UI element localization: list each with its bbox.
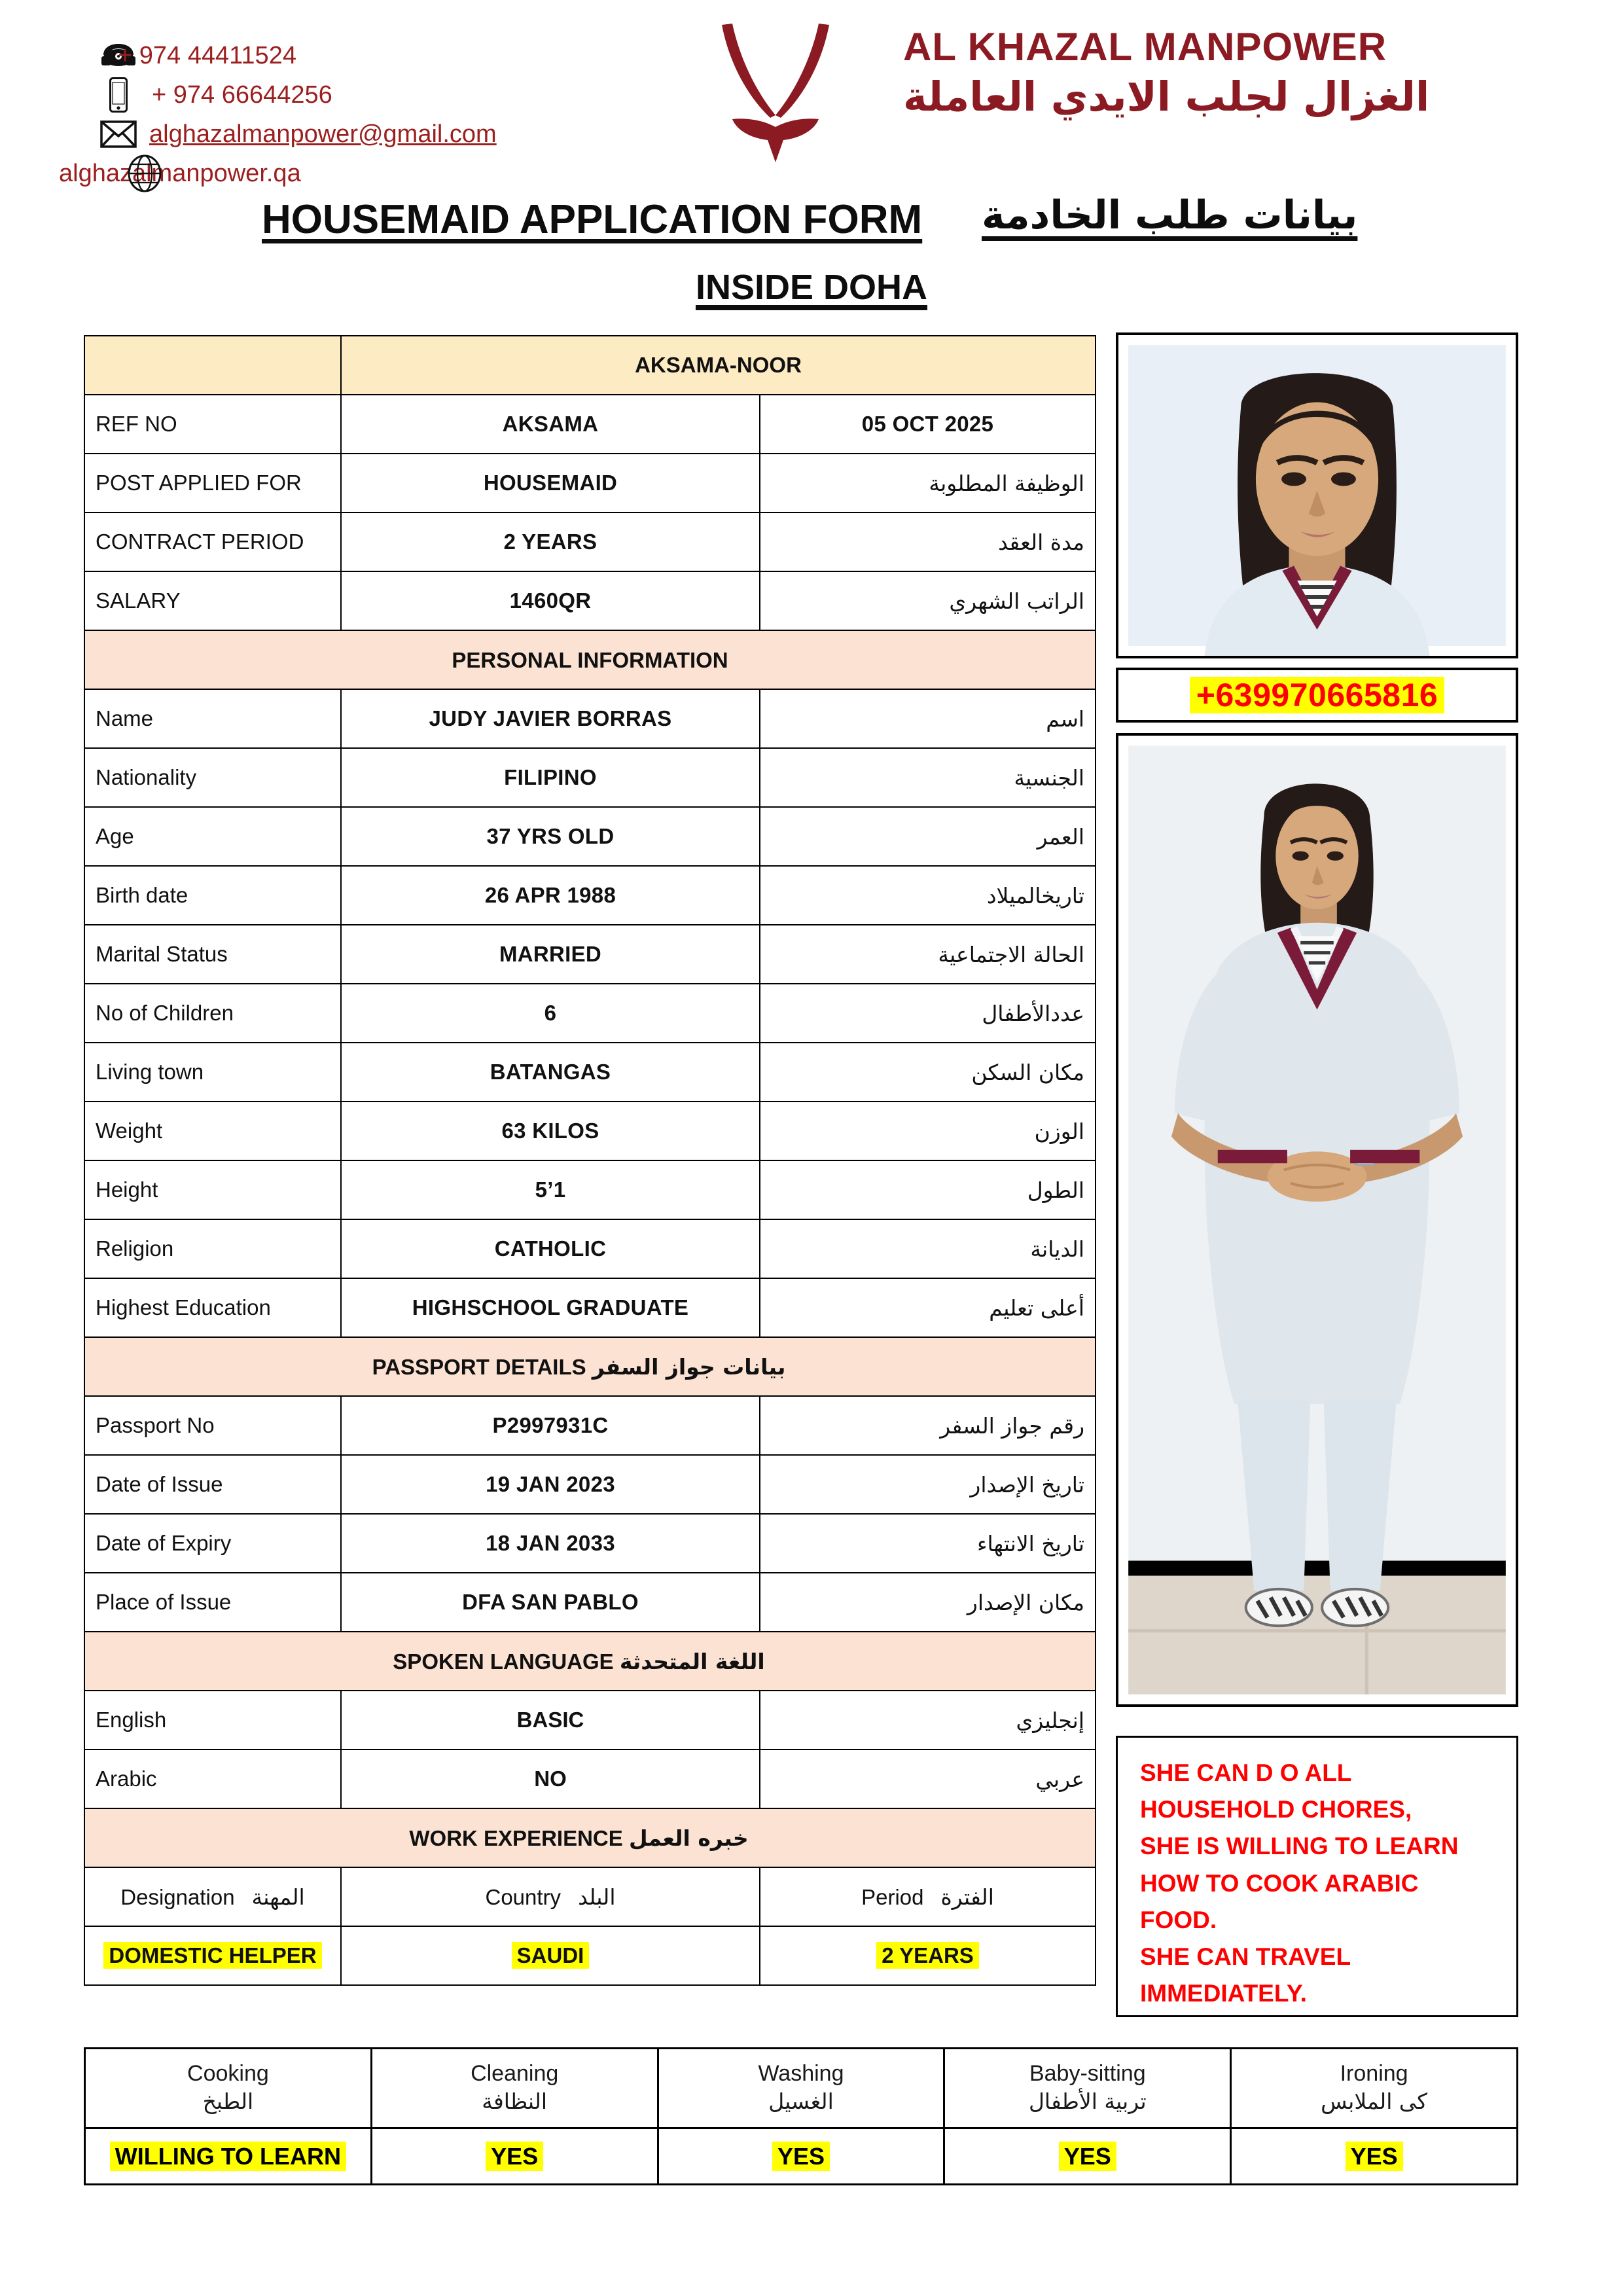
skill-label-washing: Washing [758,2060,844,2086]
weight-value: 63 KILOS [341,1102,760,1160]
religion-arabic: الديانة [760,1219,1096,1278]
contact-phone-box [1116,668,1518,723]
age-value: 37 YRS OLD [341,807,760,866]
table-row [84,1160,1096,1219]
remark-line: SHE IS WILLING TO LEARN [1140,1833,1459,1860]
skill-header-ironing [1231,2049,1518,2128]
table-row [84,1043,1096,1102]
ref-no-value: AKSAMA [341,395,760,454]
birth-date-value: 26 APR 1988 [341,866,760,925]
country-header-arabic: البلد [578,1884,616,1910]
passport-band-label: PASSPORT DETAILS [372,1354,586,1379]
application-form-table [84,335,1096,1986]
age-arabic: العمر [760,807,1096,866]
date-of-issue-label: Date of Issue [84,1455,341,1514]
applicant-headshot-photo [1116,332,1518,658]
name-value: JUDY JAVIER BORRAS [341,689,760,748]
mobile-number: + 974 66644256 [152,81,332,109]
table-row [84,1749,1096,1808]
skill-header-cleaning [371,2049,658,2128]
contact-row-website [59,154,635,193]
envelope-icon [98,116,139,152]
english-label: English [84,1691,341,1749]
post-applied-arabic: الوظيفة المطلوبة [760,454,1096,512]
marital-status-arabic: الحالة الاجتماعية [760,925,1096,984]
applicant-fullbody-photo [1116,733,1518,1707]
ref-no-label: REF NO [84,395,341,454]
mobile-phone-icon [98,77,139,113]
name-label: Name [84,689,341,748]
table-row [84,1514,1096,1573]
date-of-issue-value: 19 JAN 2023 [341,1455,760,1514]
education-arabic: أعلى تعليم [760,1278,1096,1337]
table-row [84,1691,1096,1749]
skill-value-ironing: YES [1346,2142,1403,2171]
nationality-label: Nationality [84,748,341,807]
passport-no-label: Passport No [84,1396,341,1455]
table-row [84,1455,1096,1514]
table-row [84,1219,1096,1278]
globe-icon [124,155,165,192]
applicant-remarks-box [1116,1736,1518,2017]
name-arabic: اسم [760,689,1096,748]
brand-name-arabic: الغزال لجلب الايدي العاملة [903,73,1430,120]
arabic-label: Arabic [84,1749,341,1808]
passport-no-arabic: رقم جواز السفر [760,1396,1096,1455]
height-arabic: الطول [760,1160,1096,1219]
table-row [84,571,1096,630]
work-designation-value: DOMESTIC HELPER [103,1942,321,1969]
salary-arabic: الراتب الشهري [760,571,1096,630]
skills-header-row [85,2049,1518,2128]
place-of-issue-arabic: مكان الإصدار [760,1573,1096,1632]
table-row [84,748,1096,807]
post-applied-label: POST APPLIED FOR [84,454,341,512]
weight-label: Weight [84,1102,341,1160]
remark-line: HOUSEHOLD CHORES, [1140,1796,1412,1823]
section-band-passport [84,1337,1096,1396]
children-arabic: عددالأطفال [760,984,1096,1043]
remark-line: SHE CAN D O ALL [1140,1759,1352,1786]
date-of-issue-arabic: تاريخ الإصدار [760,1455,1096,1514]
table-row [84,1102,1096,1160]
brand-block [903,26,1492,122]
post-applied-value: HOUSEMAID [341,454,760,512]
work-experience-band-label-arabic: خبره العمل [628,1825,749,1852]
skill-label-washing-arabic: الغسيل [768,2089,834,2115]
table-row-ref-no [84,395,1096,454]
work-period-value: 2 YEARS [876,1942,979,1969]
birth-date-arabic: تاريخالميلاد [760,866,1096,925]
table-row [84,1573,1096,1632]
skill-label-ironing: Ironing [1340,2060,1408,2086]
nationality-value: FILIPINO [341,748,760,807]
nationality-arabic: الجنسية [760,748,1096,807]
marital-status-label: Marital Status [84,925,341,984]
website-url[interactable]: alghazalmanpower.qa [59,160,301,187]
english-arabic: إنجليزي [760,1691,1096,1749]
period-header-arabic: الفترة [940,1884,994,1910]
birth-date-label: Birth date [84,866,341,925]
table-row [84,866,1096,925]
children-value: 6 [341,984,760,1043]
place-of-issue-label: Place of Issue [84,1573,341,1632]
table-row [84,512,1096,571]
designation-header: Designation [120,1884,235,1909]
salary-label: SALARY [84,571,341,630]
religion-value: CATHOLIC [341,1219,760,1278]
applicant-phone-number[interactable]: +639970665816 [1190,677,1444,713]
contact-row-mobile [98,75,635,115]
agency-band-row [84,336,1096,395]
ref-date-value: 05 OCT 2025 [760,395,1096,454]
remark-line: SHE CAN TRAVEL [1140,1943,1351,1971]
marital-status-value: MARRIED [341,925,760,984]
contact-row-telephone [98,36,635,75]
age-label: Age [84,807,341,866]
section-band-work [84,1808,1096,1867]
date-of-expiry-arabic: تاريخ الانتهاء [760,1514,1096,1573]
table-row [84,807,1096,866]
page-title: HOUSEMAID APPLICATION FORM [262,197,923,242]
personal-info-band-label: PERSONAL INFORMATION [452,648,728,673]
work-country-value: SAUDI [512,1942,590,1969]
skill-label-cleaning-arabic: النظافة [482,2089,548,2115]
skill-label-ironing-arabic: كى الملابس [1321,2089,1428,2115]
skill-value-cleaning: YES [486,2142,543,2171]
skills-value-row [85,2128,1518,2185]
work-experience-header-row [84,1867,1096,1926]
remark-line: IMMEDIATELY. [1140,1980,1307,2007]
work-experience-band-label: WORK EXPERIENCE [409,1825,623,1850]
page-header [0,0,1623,216]
brand-name-english: AL KHAZAL MANPOWER [903,25,1387,69]
weight-arabic: الوزن [760,1102,1096,1160]
agency-contact-block [59,36,635,193]
salary-value: 1460QR [341,571,760,630]
skill-value-babysitting: YES [1059,2142,1116,2171]
skill-label-babysitting: Baby-sitting [1029,2060,1146,2086]
table-row [84,1396,1096,1455]
table-row [84,1278,1096,1337]
skill-label-cooking-arabic: الطبخ [202,2089,254,2115]
remark-line: HOW TO COOK ARABIC [1140,1869,1419,1897]
skill-label-cooking: Cooking [187,2060,269,2086]
height-label: Height [84,1160,341,1219]
arabic-value: NO [341,1749,760,1808]
passport-band-label-arabic: بيانات جواز السفر [592,1354,786,1380]
spoken-language-band-label-arabic: اللغة المتحدثة [619,1649,765,1675]
children-label: No of Children [84,984,341,1043]
place-of-issue-value: DFA SAN PABLO [341,1573,760,1632]
remark-line: FOOD. [1140,1906,1217,1933]
skill-label-babysitting-arabic: تربية الأطفال [1028,2089,1147,2115]
agency-band-spacer [84,336,341,395]
date-of-expiry-value: 18 JAN 2033 [341,1514,760,1573]
skill-header-cooking [85,2049,372,2128]
section-band-language [84,1632,1096,1691]
skill-header-washing [658,2049,944,2128]
email-address[interactable]: alghazalmanpower@gmail.com [149,120,497,148]
living-town-value: BATANGAS [341,1043,760,1102]
page-subtitle: INSIDE DOHA [695,268,928,307]
skill-value-washing: YES [772,2142,830,2171]
form-title-row [0,192,1623,249]
skill-label-cleaning: Cleaning [471,2060,559,2086]
living-town-arabic: مكان السكن [760,1043,1096,1102]
spoken-language-band-label: SPOKEN LANGUAGE [393,1649,614,1674]
passport-no-value: P2997931C [341,1396,760,1455]
arabic-arabic: عربي [760,1749,1096,1808]
english-value: BASIC [341,1691,760,1749]
education-label: Highest Education [84,1278,341,1337]
height-value: 5’1 [341,1160,760,1219]
skill-value-cooking: WILLING TO LEARN [110,2142,346,2171]
religion-label: Religion [84,1219,341,1278]
section-band-personal [84,630,1096,689]
designation-header-arabic: المهنة [251,1884,305,1910]
skill-header-babysitting [944,2049,1231,2128]
contract-period-arabic: مدة العقد [760,512,1096,571]
table-row [84,689,1096,748]
telephone-number: + 974 44411524 [118,42,296,69]
page-title-arabic: بيانات طلب الخادمة [982,192,1358,238]
period-header: Period [861,1884,924,1909]
date-of-expiry-label: Date of Expiry [84,1514,341,1573]
table-row [84,984,1096,1043]
oryx-horns-logo [710,20,841,164]
contract-period-label: CONTRACT PERIOD [84,512,341,571]
agency-name: AKSAMA-NOOR [341,336,1096,395]
contract-period-value: 2 YEARS [341,512,760,571]
table-row [84,454,1096,512]
table-row [84,925,1096,984]
country-header: Country [485,1884,562,1909]
education-value: HIGHSCHOOL GRADUATE [341,1278,760,1337]
living-town-label: Living town [84,1043,341,1102]
work-experience-row [84,1926,1096,1985]
contact-row-email [98,115,635,154]
skills-table [84,2047,1518,2185]
